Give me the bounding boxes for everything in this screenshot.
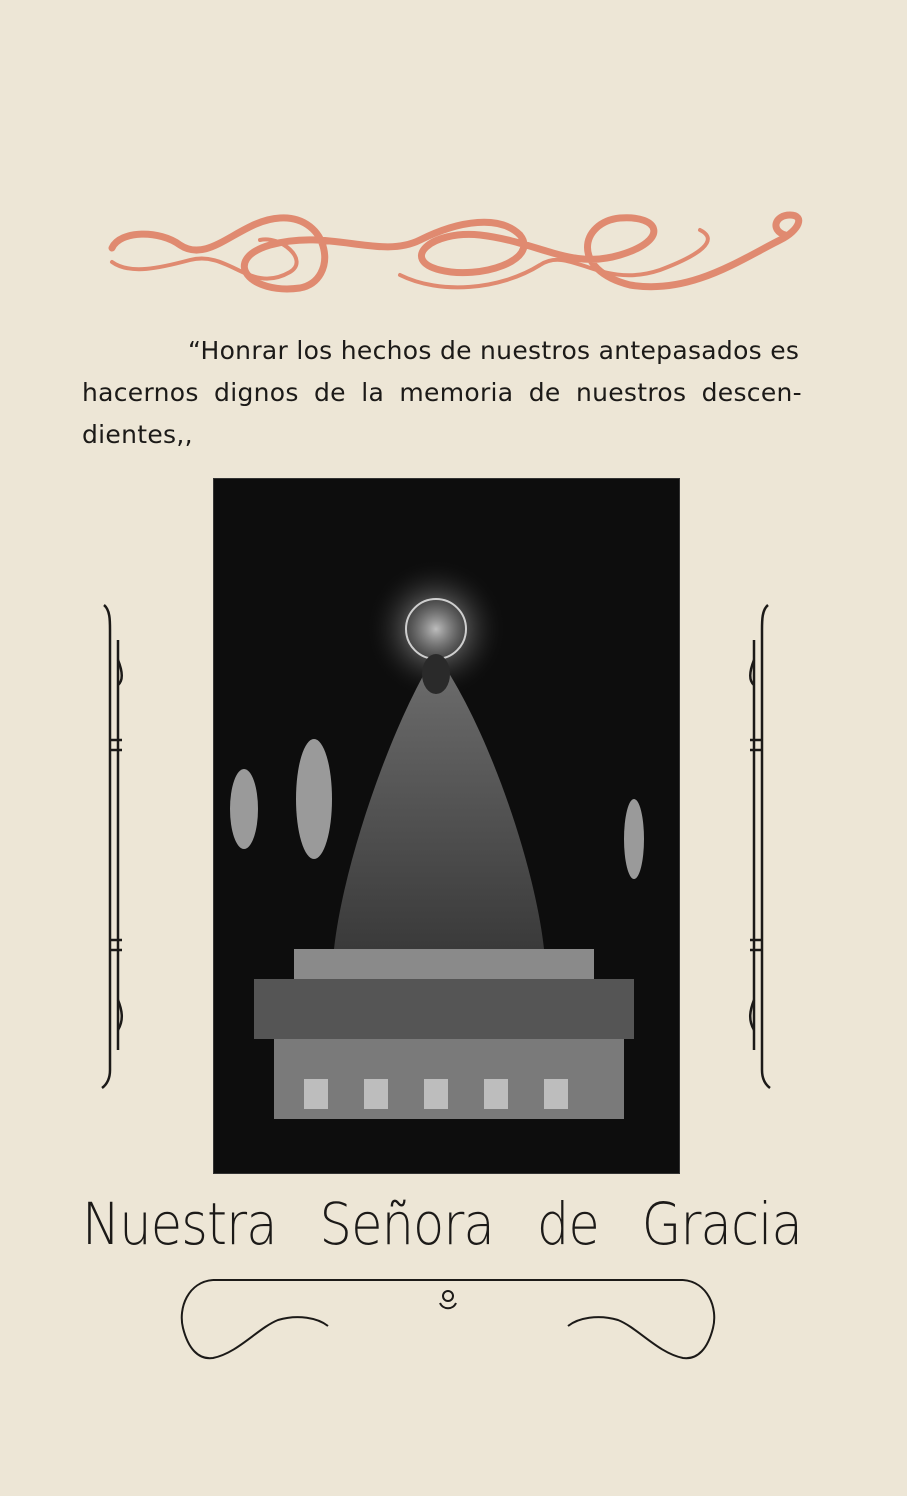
right-bar-ornament-icon: [736, 600, 776, 1090]
quote-line-1: “Honrar los hechos de nuestros antepasados es: [188, 336, 800, 365]
wave-ornament-icon: [100, 200, 805, 305]
statue-image-icon: [214, 479, 679, 1173]
quote-line-3: dientes,,: [82, 420, 193, 449]
quote-line-2: hacernos dignos de la memoria de nuestros descen-: [82, 378, 802, 407]
scroll-flourish-icon: [178, 1268, 718, 1366]
page-title: Nuestra Señora de Gracia: [82, 1190, 802, 1258]
virgin-statue-photo: [213, 478, 680, 1174]
quote-text: [82, 330, 802, 456]
left-bar-ornament-icon: [96, 600, 136, 1090]
